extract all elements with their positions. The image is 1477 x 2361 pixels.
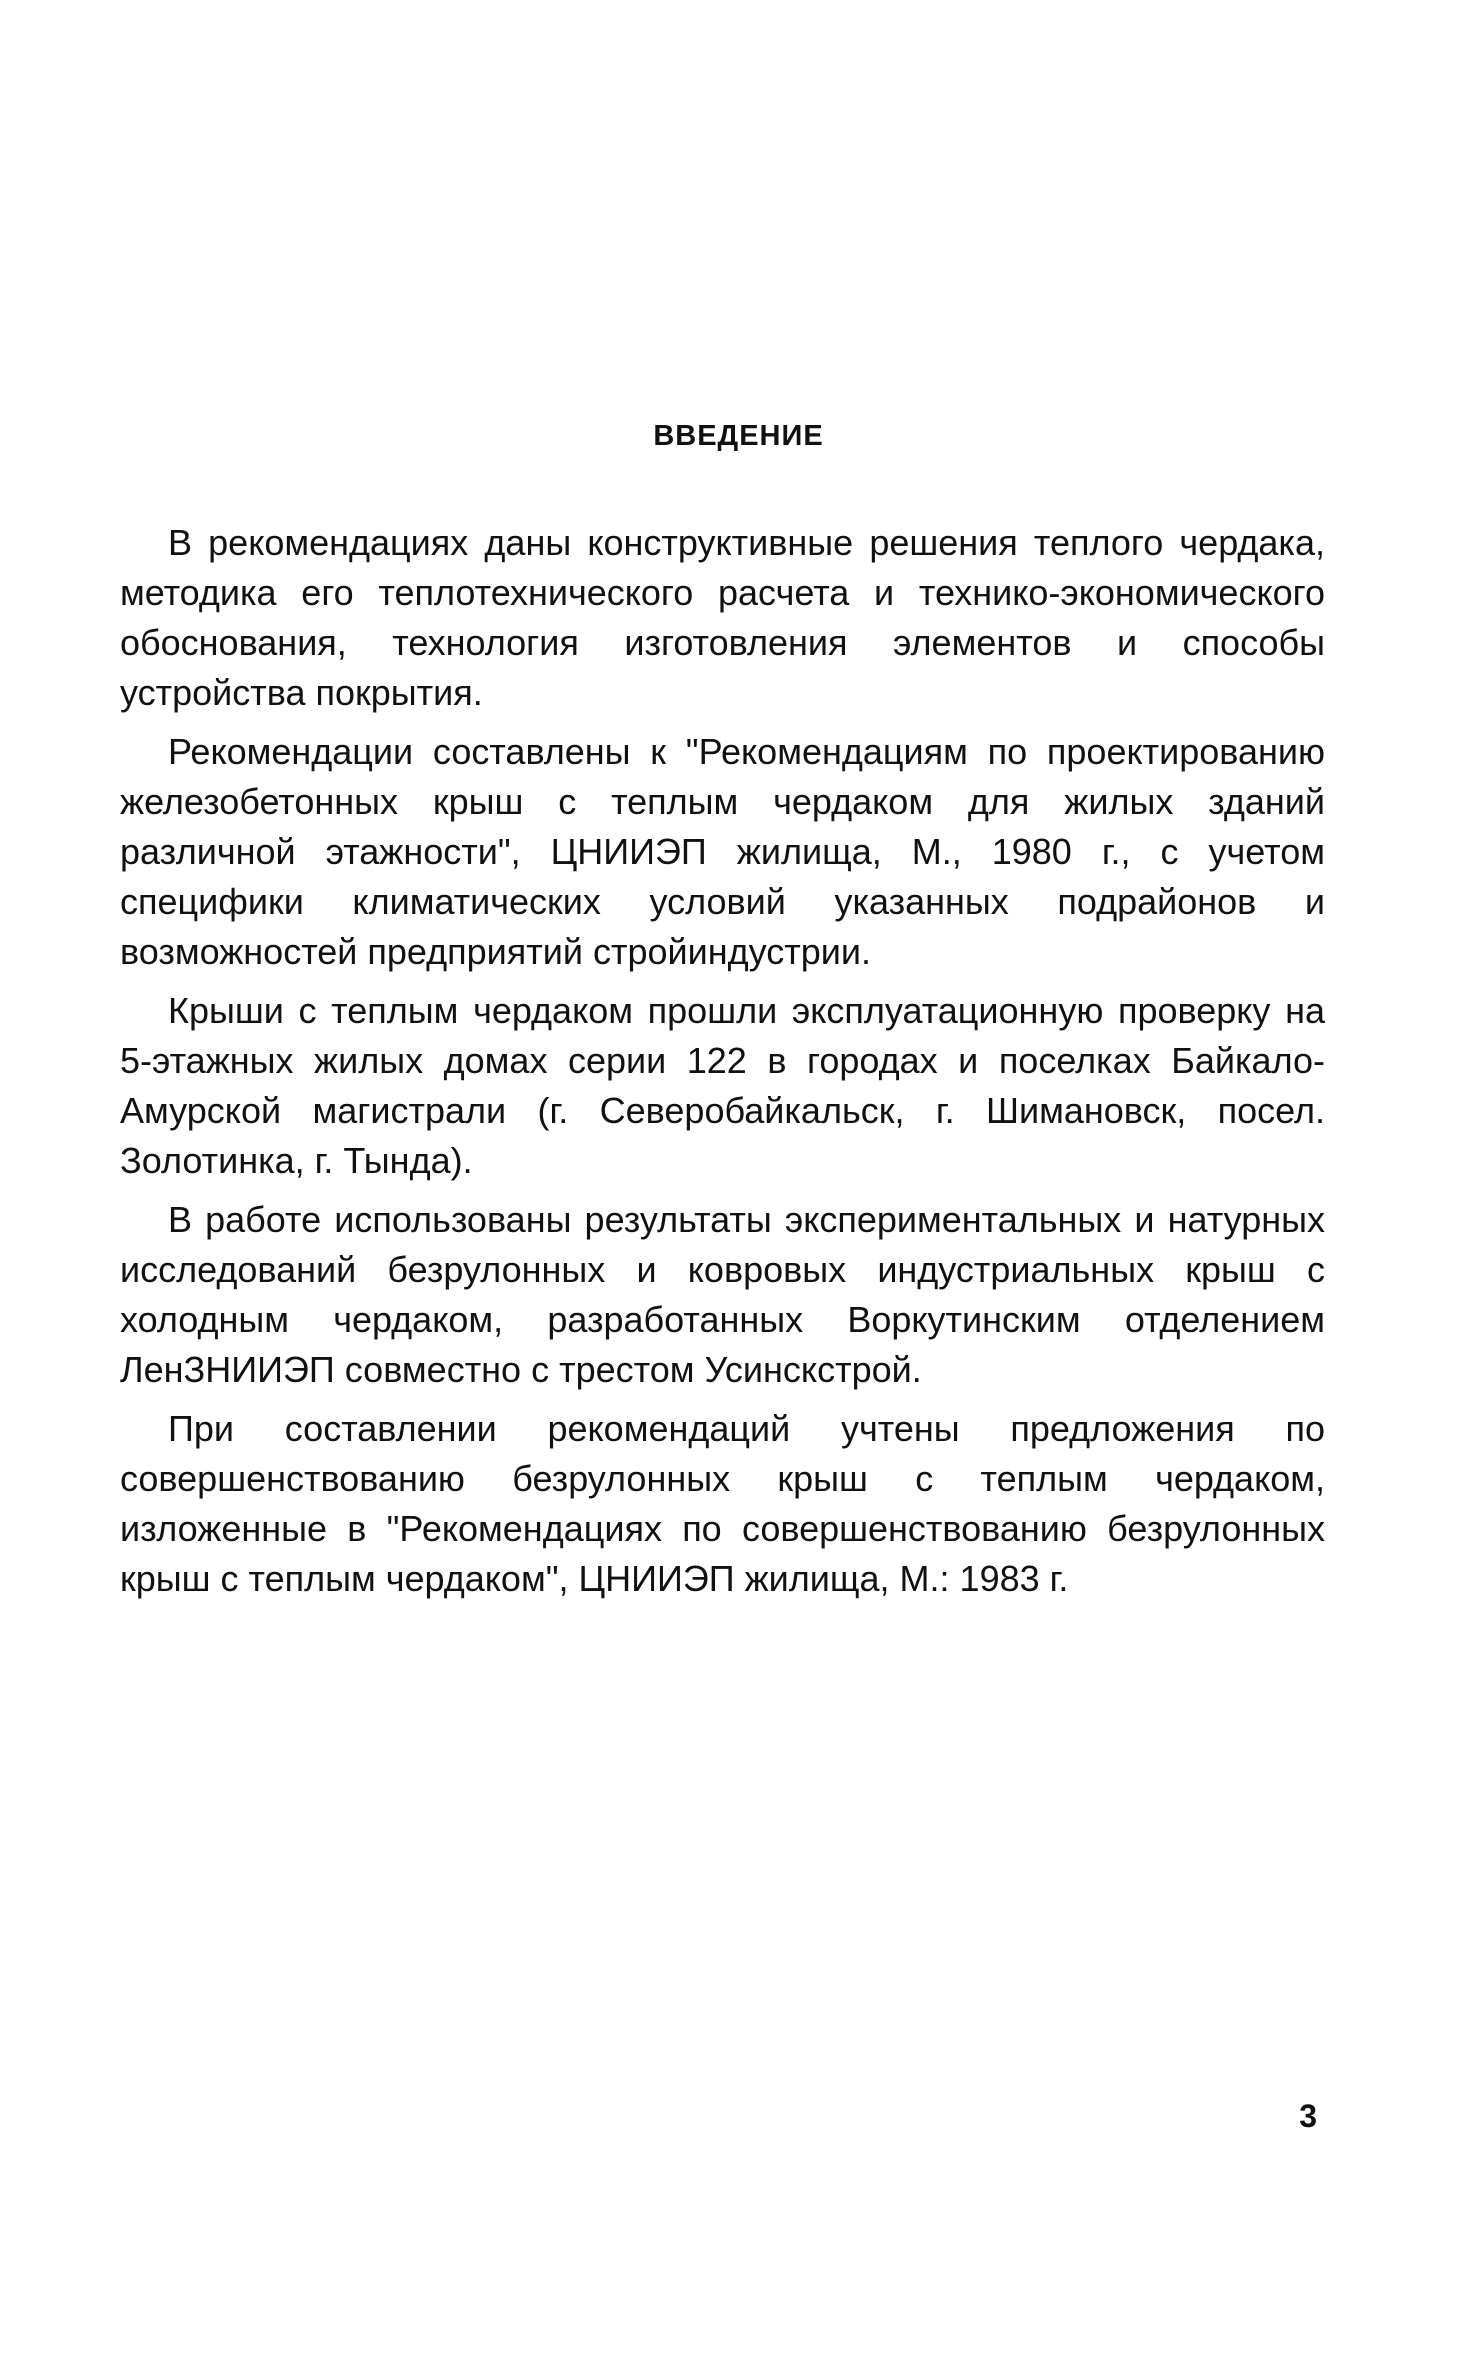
section-heading: ВВЕДЕНИЕ [653,420,824,452]
paragraph-3: Крыши с теплым чердаком прошли эксплуатационную проверку на 5-этажных жилых домах серии 122 в городах и поселках Байкало-Амурской магистрали (г. Северобайкальск, г. Шимановск, посел. Золотинка, г. Тында). [120,990,1325,1181]
page-number: 3 [1299,2098,1317,2134]
paragraph-4: В работе использованы результаты экспериментальных и натурных исследований безрулонных и ковровых индустриальных крыш с холодным чердаком, разработанных Воркутинским отделением ЛенЗНИИЭП совместно с трестом Усинскстрой. [120,1199,1325,1390]
body-text [120,518,1325,1613]
paragraph-1: В рекомендациях даны конструктивные решения теплого чердака, методика его теплотехнического расчета и технико-экономического обоснования, технология изготовления элементов и способы устройства покрытия. [120,522,1325,713]
paragraph-2: Рекомендации составлены к "Рекомендациям по проектированию железобетонных крыш с теплым чердаком для жилых зданий различной этажности", ЦНИИЭП жилища, М., 1980 г., с учетом специфики климатических условий указанных подрайонов и возможностей предприятий стройиндустрии. [120,731,1325,972]
paragraph-5: При составлении рекомендаций учтены предложения по совершенствованию безрулонных крыш с теплым чердаком, изложенные в "Рекомендациях по совершенствованию безрулонных крыш с теплым чердаком", ЦНИИЭП жилища, М.: 1983 г. [120,1408,1325,1599]
